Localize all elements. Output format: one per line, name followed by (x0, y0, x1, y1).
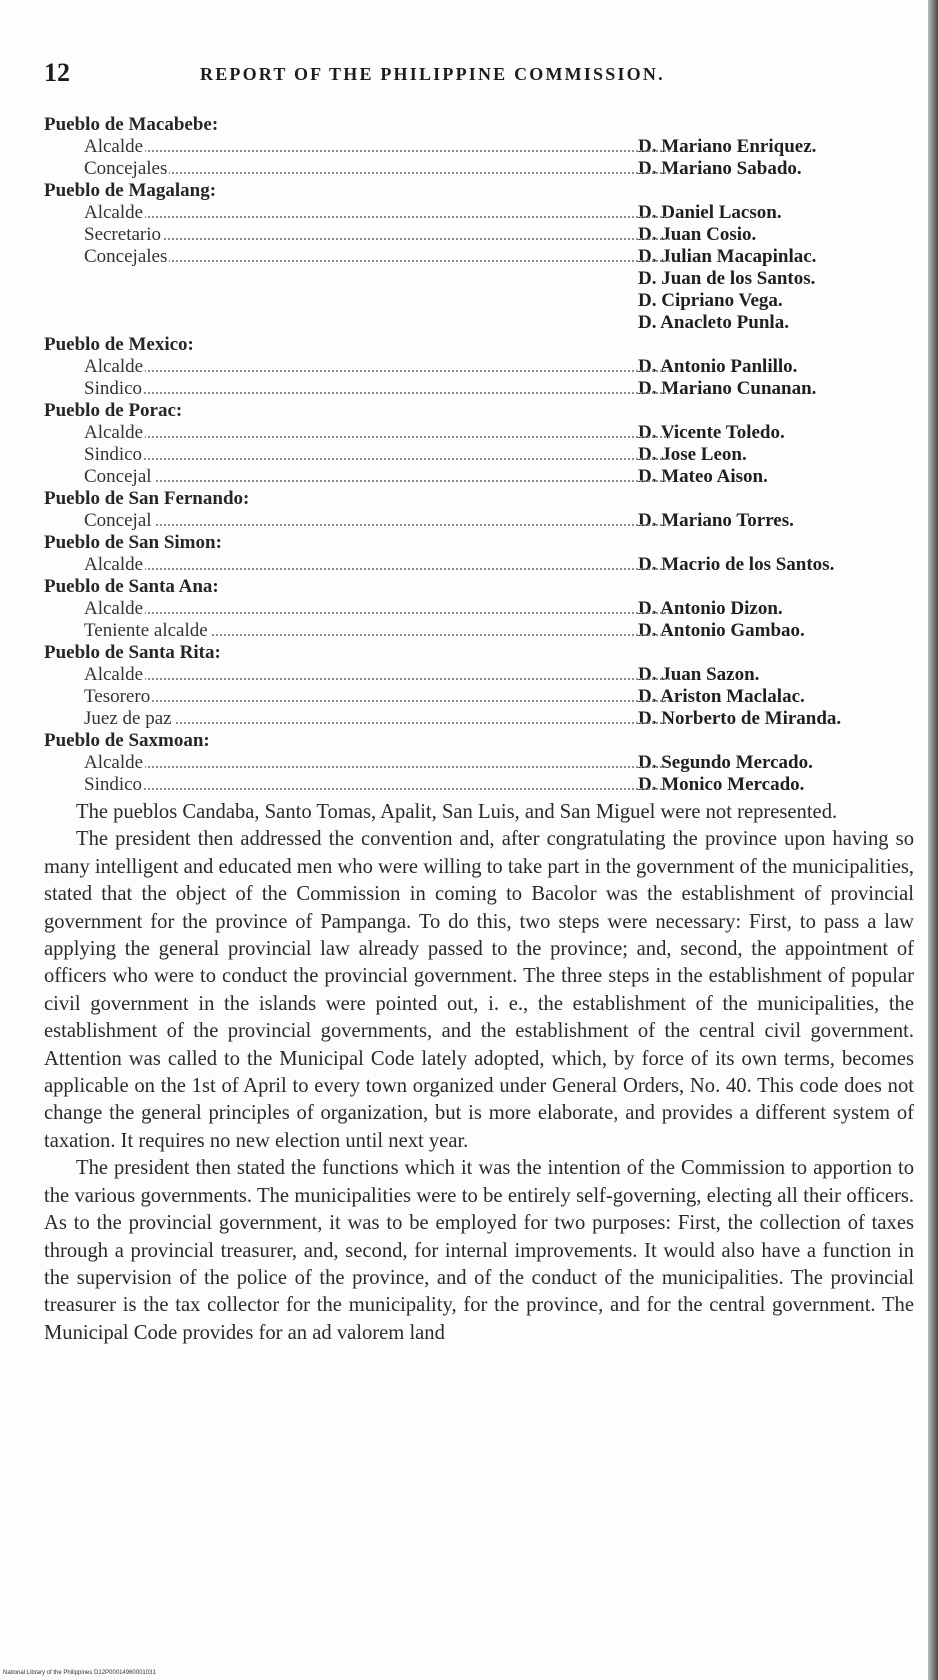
pueblo-heading: Pueblo de San Fernando: (44, 488, 250, 509)
office-title (84, 466, 678, 488)
page-header (44, 58, 914, 92)
office-title (84, 554, 678, 576)
pueblo-heading: Pueblo de Mexico: (44, 334, 194, 355)
office-label: Concejales (84, 158, 168, 179)
office-label: Alcalde (84, 598, 144, 619)
running-title: REPORT OF THE PHILIPPINE COMMISSION. (200, 64, 665, 84)
roster-row (44, 378, 914, 400)
roster-row (44, 224, 914, 246)
roster-row (44, 246, 914, 268)
office-label: Juez de paz (84, 708, 172, 729)
office-title (84, 752, 678, 774)
officer-name: D. Mariano Sabado. (638, 158, 802, 179)
office-title (84, 686, 678, 708)
office-label: Alcalde (84, 422, 144, 443)
office-title (84, 378, 678, 400)
office-label: Alcalde (84, 356, 144, 377)
roster-row (44, 686, 914, 708)
office-title (84, 708, 678, 730)
office-title (84, 136, 678, 158)
office-title (84, 598, 678, 620)
officer-name: D. Juan Sazon. (638, 664, 760, 685)
officer-name: D. Antonio Panlillo. (638, 356, 798, 377)
paragraph: The president then stated the functions which it was the intention of the Commission to apportion to the various governments. The municipalities were to be entirely self-governing, electing all their officers. As to the provincial government, it was to be employed for two purposes: First, the collection of taxes through a provincial treasurer, and, second, for internal improvements. It would also have a function in the supervision of the police of the province, and of the conduct of the municipalities. The provincial treasurer is the tax collector for the municipality, for the province, and for the central government. The Municipal Code provides for an ad valorem land (44, 1157, 914, 1344)
office-label: Sindico (84, 444, 143, 465)
scan-footer: National Library of the Philippines D12P00014960001031 (3, 1670, 156, 1676)
roster-row (44, 356, 914, 378)
office-label: Alcalde (84, 664, 144, 685)
office-title (84, 158, 678, 180)
office-label: Alcalde (84, 554, 144, 575)
officer-name: D. Antonio Gambao. (638, 620, 805, 641)
office-title (84, 444, 678, 466)
page-number: 12 (44, 58, 70, 87)
pueblo-heading: Pueblo de San Simon: (44, 532, 222, 553)
office-title (84, 510, 678, 532)
roster-row (44, 708, 914, 730)
officer-name: D. Ariston Maclalac. (638, 686, 805, 707)
body-text (44, 799, 914, 1347)
office-title (84, 774, 678, 796)
roster-row (44, 598, 914, 620)
roster-row (44, 620, 914, 642)
office-label: Secretario (84, 224, 162, 245)
roster-row (44, 444, 914, 466)
roster-row (44, 774, 914, 796)
roster-row (44, 290, 914, 312)
office-label: Alcalde (84, 202, 144, 223)
officer-name: D. Mateo Aison. (638, 466, 768, 487)
paragraph: The president then addressed the convention and, after congratulating the province upon having so many intelligent and educated men who were willing to take part in the government of the municipalities, stated that the object of the Commission in coming to Bacolor was the establishment of provincial government for the province of Pampanga. To do this, two steps were necessary: First, to pass a law applying the general provincial law already passed to the province; and, second, the appointment of officers who were to conduct the provincial government. The three steps in the establishment of popular civil government in the islands were pointed out, i. e., the establishment of the municipalities, the establishment of the provincial governments, and the establishment of the central civil government. Attention was called to the Municipal Code lately adopted, which, by force of its own terms, becomes applicable on the 1st of April to every town organized under General Orders, No. 40. This code does not change the general principles of organization, but is more elaborate, and provides a different system of taxation. It requires no new election until next year. (44, 828, 914, 1152)
officer-name: D. Macrio de los Santos. (638, 554, 835, 575)
office-label: Concejal (84, 466, 152, 487)
officer-name: D. Norberto de Miranda. (638, 708, 842, 729)
pueblo-heading: Pueblo de Porac: (44, 400, 183, 421)
officer-name: D. Daniel Lacson. (638, 202, 782, 223)
roster-row (44, 312, 914, 334)
officer-name: D. Juan de los Santos. (638, 268, 816, 289)
paragraph: The pueblos Candaba, Santo Tomas, Apalit, San Luis, and San Miguel were not represented. (76, 801, 838, 823)
office-title (84, 356, 678, 378)
office-title (84, 620, 678, 642)
officer-name: D. Vicente Toledo. (638, 422, 785, 443)
office-title (84, 246, 678, 268)
officer-name: D. Anacleto Punla. (638, 312, 789, 333)
office-label: Sindico (84, 774, 143, 795)
officer-name: D. Mariano Torres. (638, 510, 794, 531)
office-label: Concejal (84, 510, 152, 531)
officer-name: D. Antonio Dizon. (638, 598, 783, 619)
office-label: Sindico (84, 378, 143, 399)
officer-name: D. Segundo Mercado. (638, 752, 813, 773)
office-title (84, 664, 678, 686)
officer-name: D. Juan Cosio. (638, 224, 757, 245)
officer-name: D. Mariano Cunanan. (638, 378, 817, 399)
office-label: Concejales (84, 246, 168, 267)
officer-name: D. Cipriano Vega. (638, 290, 783, 311)
officer-name: D. Mariano Enriquez. (638, 136, 817, 157)
roster-row (44, 268, 914, 290)
roster-row (44, 422, 914, 444)
office-label: Tesorero (84, 686, 151, 707)
roster-row (44, 664, 914, 686)
office-title (84, 422, 678, 444)
office-title (84, 224, 678, 246)
officer-roster (44, 114, 914, 796)
office-title (84, 202, 678, 224)
roster-row (44, 202, 914, 224)
roster-row (44, 136, 914, 158)
officer-name: D. Jose Leon. (638, 444, 747, 465)
pueblo-heading: Pueblo de Saxmoan: (44, 730, 210, 751)
roster-row (44, 752, 914, 774)
pueblo-heading: Pueblo de Macabebe: (44, 114, 219, 135)
page-binding-edge (928, 0, 938, 1680)
pueblo-heading: Pueblo de Santa Ana: (44, 576, 219, 597)
office-label: Alcalde (84, 136, 144, 157)
pueblo-heading: Pueblo de Magalang: (44, 180, 217, 201)
roster-row (44, 554, 914, 576)
pueblo-heading: Pueblo de Santa Rita: (44, 642, 221, 663)
office-label: Alcalde (84, 752, 144, 773)
roster-row (44, 510, 914, 532)
office-label: Teniente alcalde (84, 620, 208, 641)
officer-name: D. Julian Macapinlac. (638, 246, 817, 267)
officer-name: D. Monico Mercado. (638, 774, 805, 795)
roster-row (44, 158, 914, 180)
roster-row (44, 466, 914, 488)
